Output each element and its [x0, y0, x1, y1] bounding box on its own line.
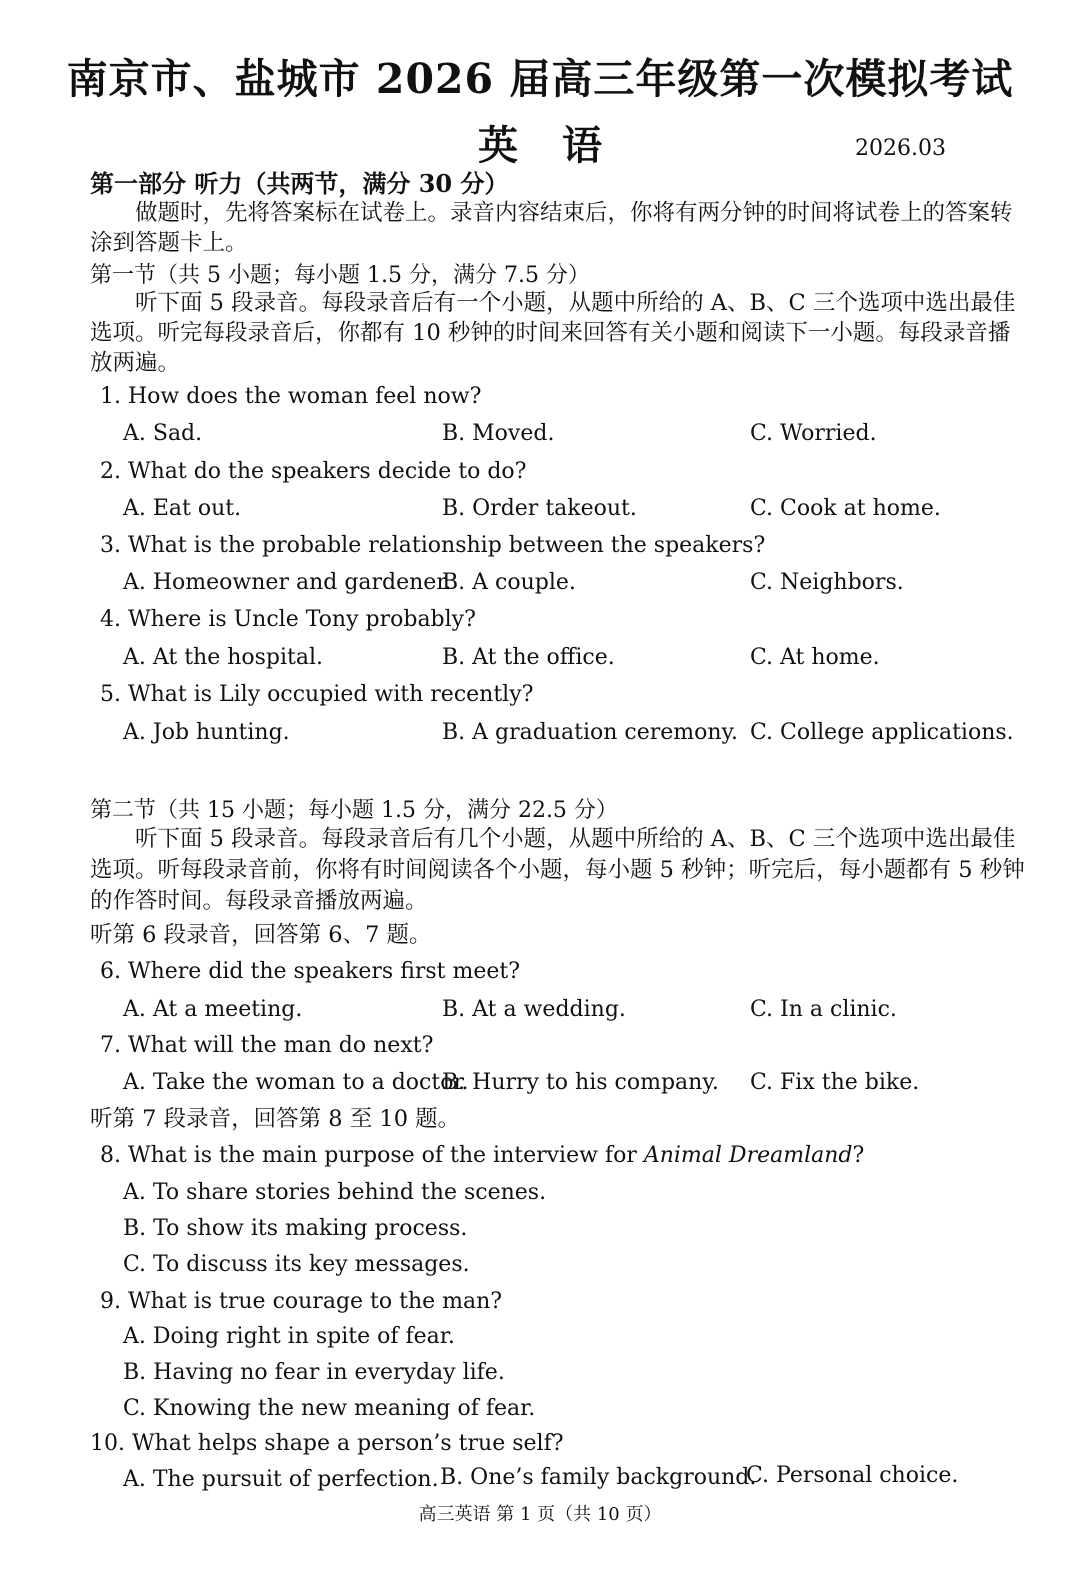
q2-option-a: A. Eat out. — [123, 496, 242, 521]
group7-instruction: 听第 7 段录音，回答第 8 至 10 题。 — [90, 1106, 461, 1132]
part1-intro-line2: 涂到答题卡上。 — [90, 230, 248, 256]
exam-title: 南京市、盐城市 2026 届高三年级第一次模拟考试 — [66, 55, 1014, 103]
section1-intro-line3: 放两遍。 — [90, 350, 181, 376]
q8-stem-text: 8. What is the main purpose of the interview for — [100, 1143, 644, 1168]
section2-intro-line3: 的作答时间。每段录音播放两遍。 — [90, 888, 428, 914]
question-9: 9. What is true courage to the man? — [100, 1289, 503, 1314]
question-10: 10. What helps shape a person’s true self? — [90, 1431, 564, 1456]
question-8 — [100, 1143, 864, 1168]
q9-option-b: B. Having no fear in everyday life. — [123, 1360, 505, 1385]
q1-option-b: B. Moved. — [442, 421, 555, 446]
q8-stem-end: ? — [852, 1143, 865, 1168]
q7-option-b: B. Hurry to his company. — [442, 1070, 719, 1095]
part1-intro-line1: 做题时，先将答案标在试卷上。录音内容结束后，你将有两分钟的时间将试卷上的答案转 — [135, 200, 1013, 226]
question-2: 2. What do the speakers decide to do? — [100, 459, 527, 484]
q8-option-b: B. To show its making process. — [123, 1216, 468, 1241]
question-5: 5. What is Lily occupied with recently? — [100, 682, 534, 707]
q8-stem-italic: Animal Dreamland — [643, 1143, 853, 1168]
q6-option-c: C. In a clinic. — [750, 997, 897, 1022]
q10-option-a: A. The pursuit of perfection. — [123, 1467, 439, 1492]
section2-intro-line2: 选项。听每段录音前，你将有时间阅读各个小题，每小题 5 秒钟；听完后，每小题都有 5 秒钟 — [90, 857, 1025, 883]
exam-date: 2026.03 — [855, 136, 946, 161]
q3-option-c: C. Neighbors. — [750, 570, 904, 595]
subject-title: 英语 — [478, 122, 646, 169]
group6-instruction: 听第 6 段录音，回答第 6、7 题。 — [90, 922, 432, 948]
q1-option-c: C. Worried. — [750, 421, 877, 446]
q5-option-a: A. Job hunting. — [123, 720, 290, 745]
q1-option-a: A. Sad. — [123, 421, 203, 446]
q7-option-a: A. Take the woman to a doctor. — [123, 1070, 469, 1095]
question-4: 4. Where is Uncle Tony probably? — [100, 607, 476, 632]
question-6: 6. Where did the speakers first meet? — [100, 959, 521, 984]
q4-option-b: B. At the office. — [442, 645, 615, 670]
q6-option-b: B. At a wedding. — [442, 997, 626, 1022]
section1-intro-line1: 听下面 5 段录音。每段录音后有一个小题，从题中所给的 A、B、C 三个选项中选出最佳 — [135, 290, 1016, 316]
page-footer: 高三英语 第 1 页（共 10 页） — [418, 1504, 662, 1525]
q4-option-a: A. At the hospital. — [123, 645, 324, 670]
q7-option-c: C. Fix the bike. — [750, 1070, 920, 1095]
section2-heading: 第二节（共 15 小题；每小题 1.5 分，满分 22.5 分） — [90, 798, 618, 823]
q6-option-a: A. At a meeting. — [123, 997, 303, 1022]
q9-option-a: A. Doing right in spite of fear. — [123, 1324, 455, 1349]
q3-option-a: A. Homeowner and gardener. — [123, 570, 452, 595]
q5-option-b: B. A graduation ceremony. — [442, 720, 739, 745]
q3-option-b: B. A couple. — [442, 570, 576, 595]
q2-option-b: B. Order takeout. — [442, 496, 637, 521]
q8-option-a: A. To share stories behind the scenes. — [123, 1180, 547, 1205]
section2-intro-line1: 听下面 5 段录音。每段录音后有几个小题，从题中所给的 A、B、C 三个选项中选出最佳 — [135, 826, 1016, 852]
section1-heading: 第一节（共 5 小题；每小题 1.5 分，满分 7.5 分） — [90, 263, 590, 288]
q9-option-c: C. Knowing the new meaning of fear. — [123, 1396, 536, 1421]
q8-option-c: C. To discuss its key messages. — [123, 1252, 470, 1277]
question-3: 3. What is the probable relationship between the speakers? — [100, 533, 766, 558]
section1-intro-line2: 选项。听完每段录音后，你都有 10 秒钟的时间来回答有关小题和阅读下一小题。每段录音播 — [90, 320, 1011, 346]
q10-option-c: C. Personal choice. — [746, 1463, 959, 1488]
q10-option-b: B. One’s family background. — [440, 1465, 757, 1490]
part1-heading: 第一部分 听力（共两节，满分 30 分） — [90, 169, 509, 198]
question-1: 1. How does the woman feel now? — [100, 384, 482, 409]
q5-option-c: C. College applications. — [750, 720, 1014, 745]
q4-option-c: C. At home. — [750, 645, 880, 670]
question-7: 7. What will the man do next? — [100, 1033, 434, 1058]
q2-option-c: C. Cook at home. — [750, 496, 941, 521]
